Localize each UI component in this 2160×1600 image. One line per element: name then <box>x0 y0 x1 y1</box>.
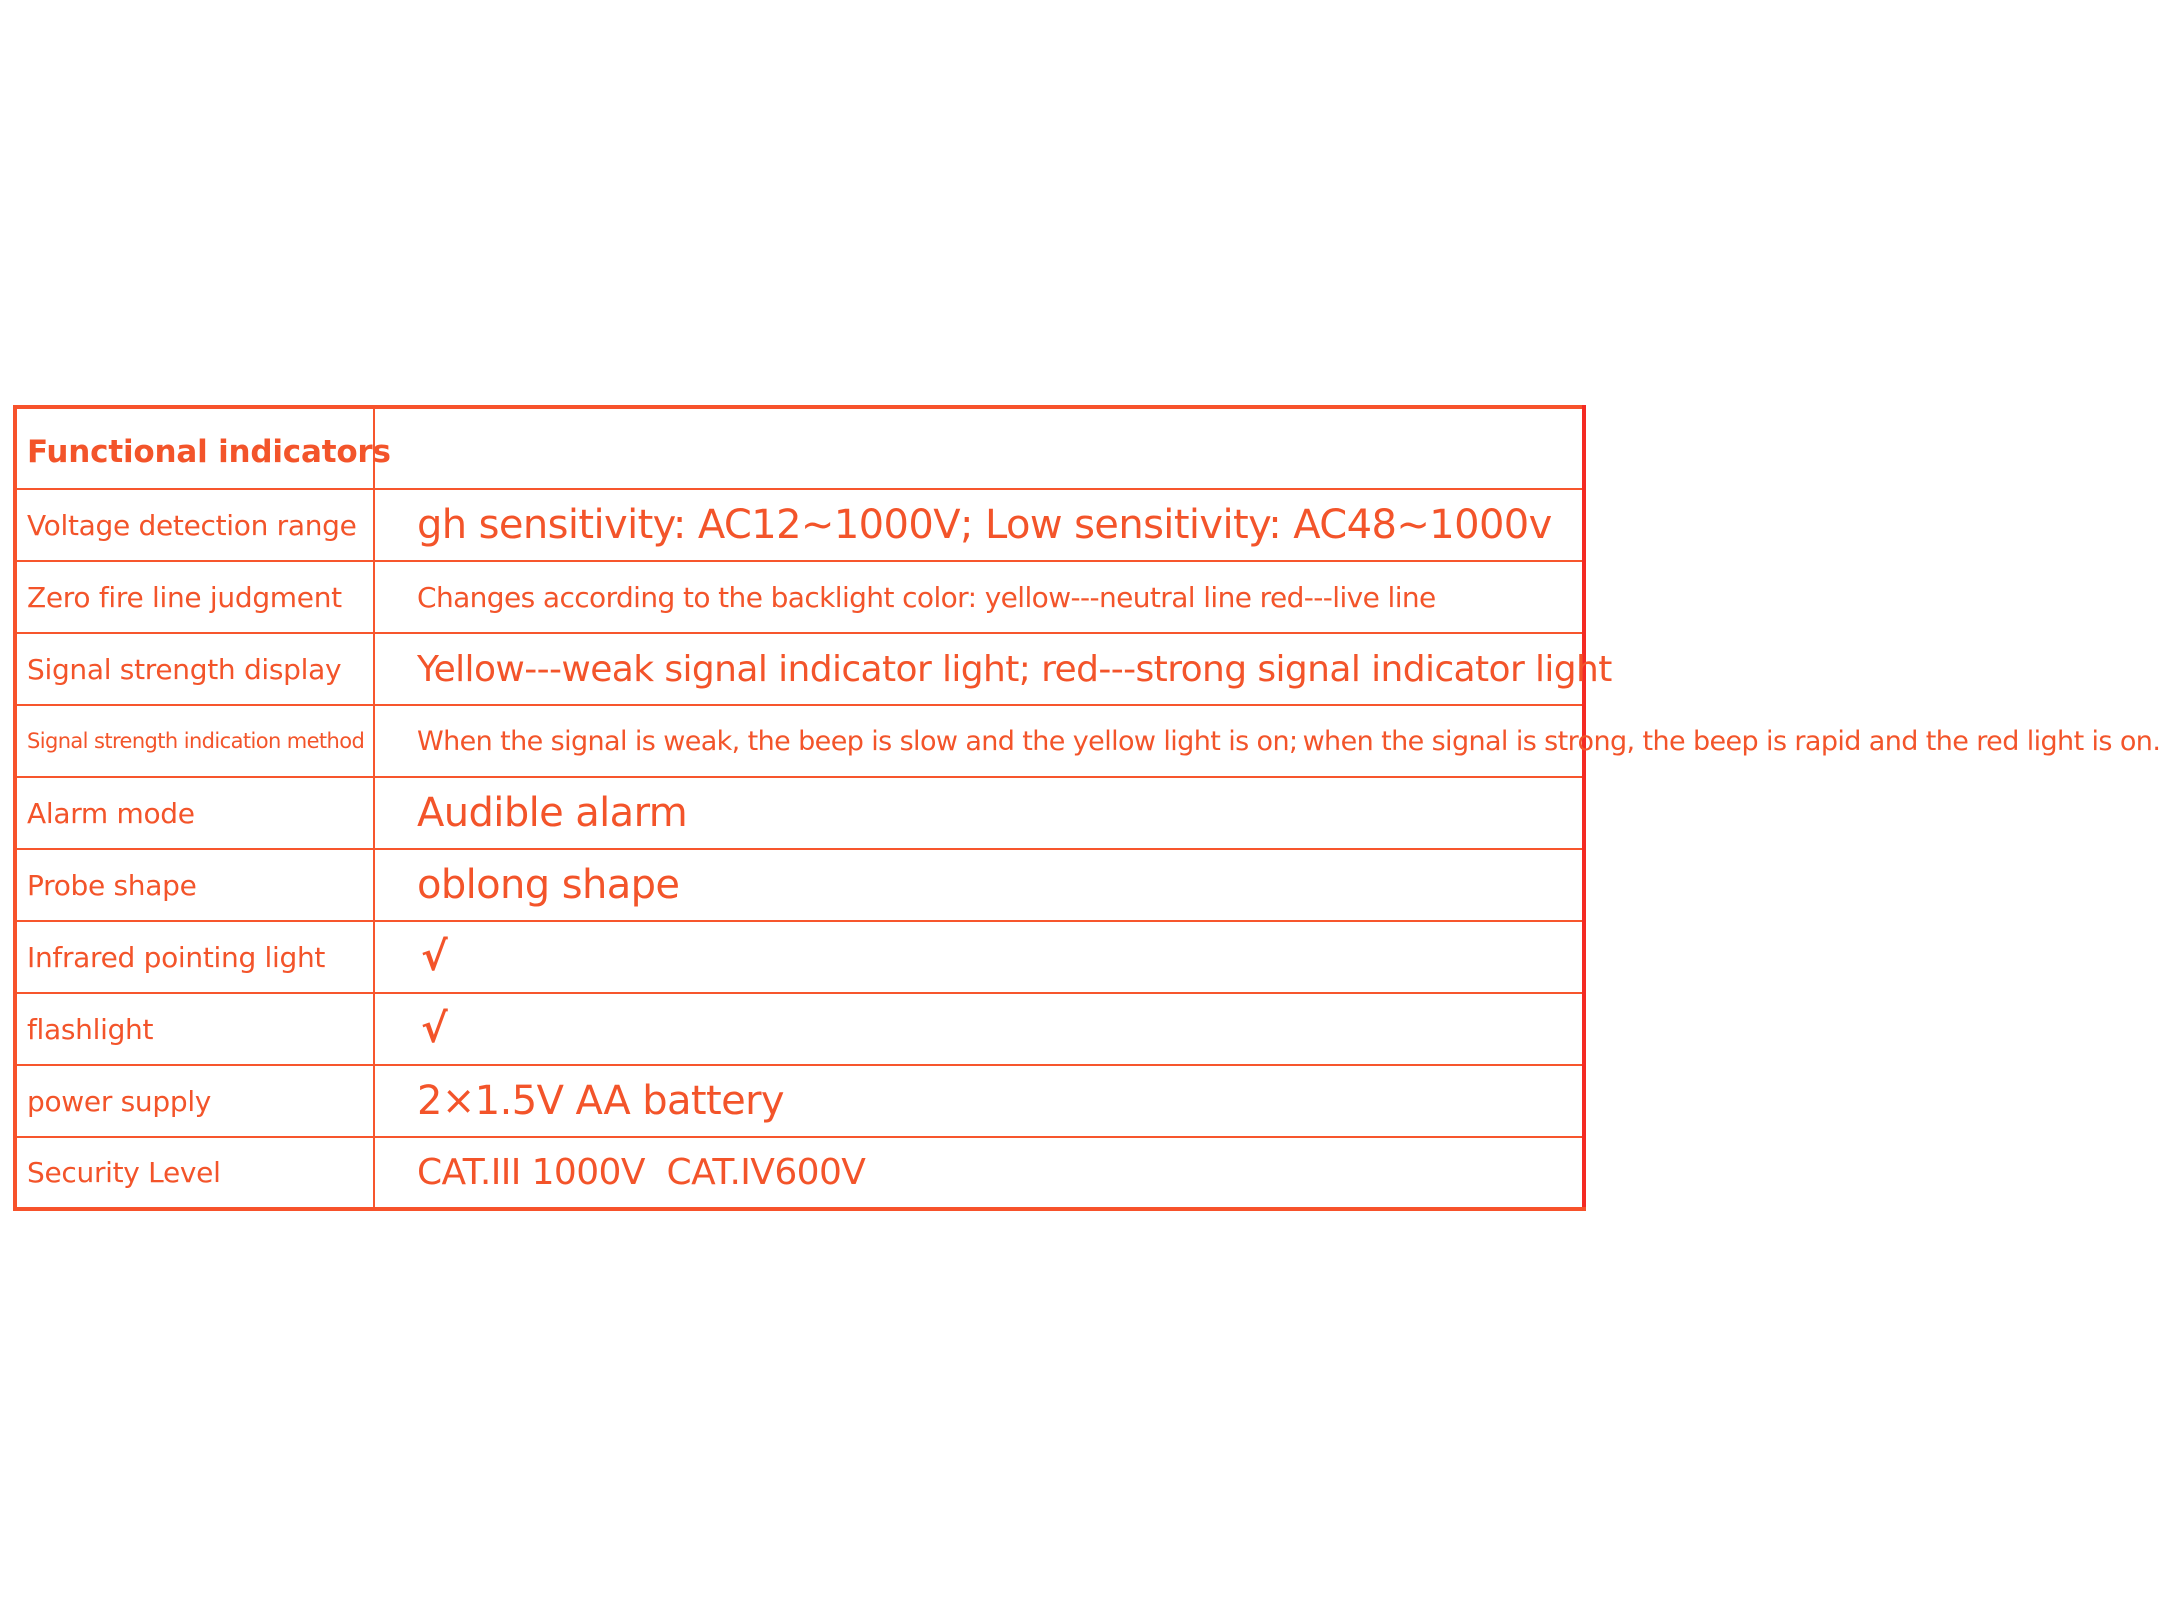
row-value: oblong shape <box>417 862 680 908</box>
row-value: Audible alarm <box>417 790 688 836</box>
row-label-cell <box>15 1065 374 1137</box>
row-label-cell <box>15 849 374 921</box>
row-value-cell <box>374 849 1584 921</box>
check-mark-icon: √ <box>421 1006 448 1052</box>
row-label: Voltage detection range <box>27 508 357 542</box>
table-row <box>15 1065 1584 1137</box>
row-label-cell <box>15 705 374 777</box>
spec-table <box>13 405 2160 1211</box>
row-value-cell <box>374 705 2160 777</box>
row-value: 2×1.5V AA battery <box>417 1078 785 1124</box>
table-row <box>15 705 1584 777</box>
row-value-cell <box>374 1065 1584 1137</box>
row-label-cell <box>15 561 374 633</box>
table-header-row <box>15 407 1584 489</box>
row-label-cell <box>15 633 374 705</box>
row-value-line-1: When the signal is weak, the beep is slow and the yellow light is on; <box>417 725 1298 757</box>
row-value-cell <box>374 993 1584 1065</box>
header-value-cell <box>374 407 1584 489</box>
row-value-cell <box>374 633 1612 705</box>
row-label: Signal strength indication method <box>27 729 365 753</box>
table-row <box>15 993 1584 1065</box>
table-header-title: Functional indicators <box>27 433 391 470</box>
row-value: Yellow---weak signal indicator light; red---strong signal indicator light <box>417 648 1612 690</box>
row-value: Changes according to the backlight color: yellow---neutral line red---live line <box>417 580 1436 614</box>
row-value-cell <box>374 561 1584 633</box>
table-row <box>15 777 1584 849</box>
row-label: Signal strength display <box>27 652 342 686</box>
row-label: power supply <box>27 1084 212 1118</box>
row-value: CAT.III 1000V CAT.IV600V <box>417 1152 866 1193</box>
row-label: Security Level <box>27 1156 221 1189</box>
table-row <box>15 489 1584 561</box>
row-label-cell <box>15 993 374 1065</box>
row-label: flashlight <box>27 1012 154 1046</box>
row-label: Infrared pointing light <box>27 940 326 974</box>
row-value-line-2: when the signal is strong, the beep is rapid and the red light is on. <box>1302 725 2160 757</box>
row-label: Zero fire line judgment <box>27 580 342 614</box>
row-label-cell <box>15 921 374 993</box>
row-value-cell <box>374 1137 1584 1209</box>
table-row <box>15 849 1584 921</box>
row-value-cell <box>374 489 1584 561</box>
row-label-cell <box>15 777 374 849</box>
table-row <box>15 1137 1584 1209</box>
row-value-cell <box>374 921 1584 993</box>
header-label-cell <box>15 407 391 489</box>
table-row <box>15 561 1584 633</box>
row-label: Probe shape <box>27 868 197 902</box>
row-value: gh sensitivity: AC12~1000V; Low sensitivity: AC48~1000v <box>417 502 1552 548</box>
row-value-cell <box>374 777 1584 849</box>
check-mark-icon: √ <box>421 934 448 980</box>
table-row <box>15 633 1584 705</box>
row-label: Alarm mode <box>27 796 195 830</box>
row-label-cell <box>15 1137 374 1209</box>
row-label-cell <box>15 489 374 561</box>
table-row <box>15 921 1584 993</box>
